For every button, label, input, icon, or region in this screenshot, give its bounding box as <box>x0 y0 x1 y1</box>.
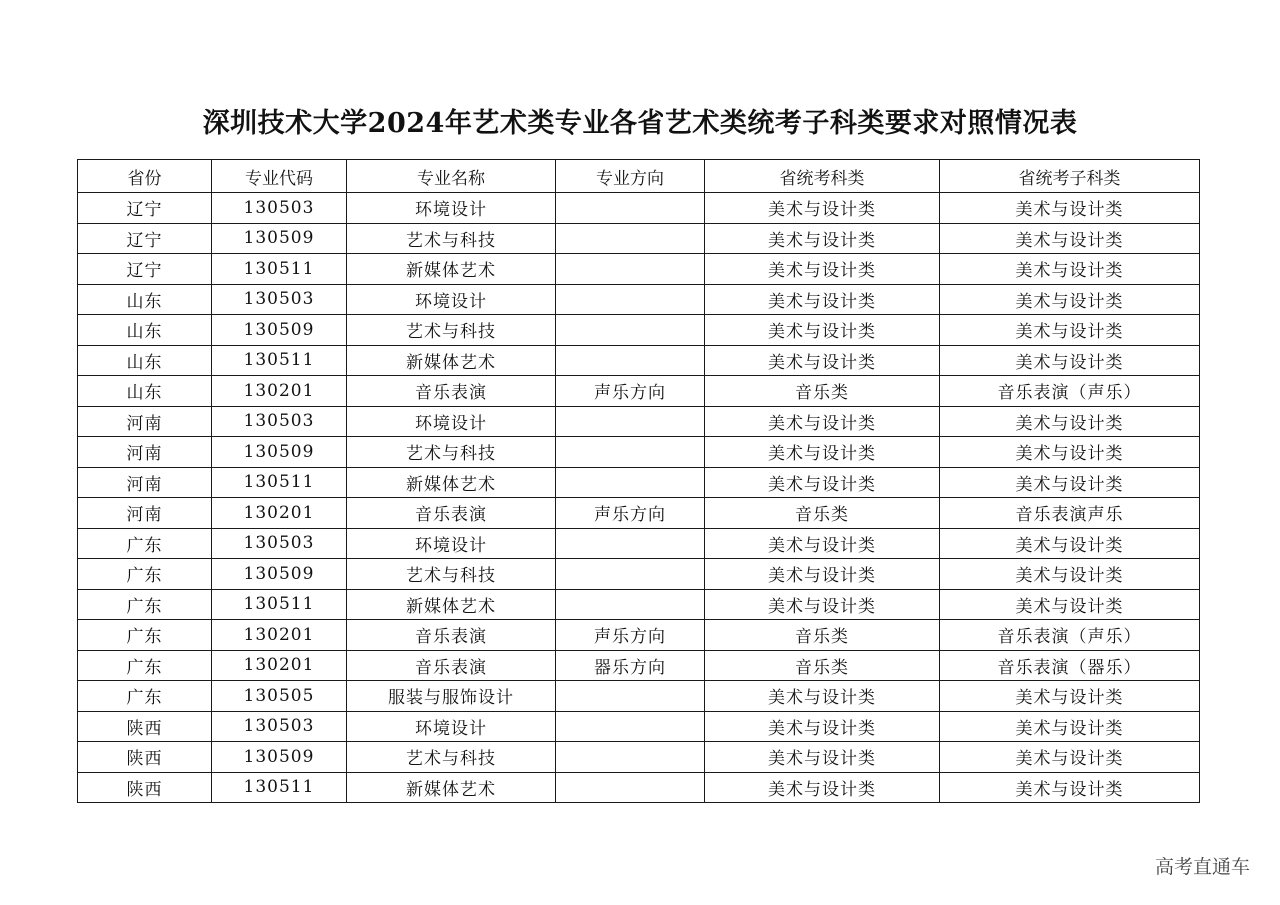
cell-major-code: 130503 <box>212 711 347 742</box>
cell-major-direction <box>556 589 705 620</box>
cell-province: 河南 <box>78 406 212 437</box>
cell-exam-subcategory: 美术与设计类 <box>940 589 1200 620</box>
cell-major-code: 130201 <box>212 376 347 407</box>
cell-exam-subcategory: 美术与设计类 <box>940 772 1200 803</box>
cell-exam-subcategory: 美术与设计类 <box>940 681 1200 712</box>
cell-major-direction <box>556 528 705 559</box>
cell-major-code: 130509 <box>212 437 347 468</box>
table-row <box>78 376 1200 407</box>
table-row <box>78 589 1200 620</box>
cell-province: 山东 <box>78 315 212 346</box>
cell-province: 辽宁 <box>78 254 212 285</box>
cell-major-direction <box>556 223 705 254</box>
table-row <box>78 498 1200 529</box>
cell-major-direction <box>556 315 705 346</box>
cell-major-code: 130511 <box>212 345 347 376</box>
cell-major-name: 艺术与科技 <box>347 315 556 346</box>
cell-major-code: 130503 <box>212 284 347 315</box>
table-row <box>78 284 1200 315</box>
cell-exam-subcategory: 美术与设计类 <box>940 711 1200 742</box>
cell-province: 广东 <box>78 681 212 712</box>
table-row <box>78 620 1200 651</box>
cell-exam-subcategory: 音乐表演声乐 <box>940 498 1200 529</box>
table-row <box>78 681 1200 712</box>
cell-province: 广东 <box>78 620 212 651</box>
cell-province: 陕西 <box>78 742 212 773</box>
cell-major-direction <box>556 559 705 590</box>
cell-province: 山东 <box>78 284 212 315</box>
table-header-row <box>78 160 1200 193</box>
cell-exam-category: 美术与设计类 <box>705 559 940 590</box>
cell-major-code: 130503 <box>212 406 347 437</box>
cell-major-name: 音乐表演 <box>347 498 556 529</box>
watermark-text: 高考直通车 <box>1154 856 1250 878</box>
cell-exam-category: 美术与设计类 <box>705 254 940 285</box>
cell-major-name: 服装与服饰设计 <box>347 681 556 712</box>
cell-exam-category: 美术与设计类 <box>705 315 940 346</box>
cell-major-code: 130201 <box>212 498 347 529</box>
cell-province: 广东 <box>78 528 212 559</box>
cell-major-name: 环境设计 <box>347 528 556 559</box>
cell-exam-category: 音乐类 <box>705 620 940 651</box>
cell-exam-subcategory: 音乐表演（器乐） <box>940 650 1200 681</box>
table-row <box>78 467 1200 498</box>
table-row <box>78 223 1200 254</box>
cell-major-name: 新媒体艺术 <box>347 254 556 285</box>
cell-major-code: 130511 <box>212 772 347 803</box>
cell-major-name: 音乐表演 <box>347 376 556 407</box>
header-major-name: 专业名称 <box>347 160 556 193</box>
cell-major-direction <box>556 681 705 712</box>
cell-exam-subcategory: 音乐表演（声乐） <box>940 620 1200 651</box>
cell-major-direction: 声乐方向 <box>556 620 705 651</box>
table-row <box>78 559 1200 590</box>
cell-exam-subcategory: 美术与设计类 <box>940 193 1200 224</box>
cell-major-name: 新媒体艺术 <box>347 467 556 498</box>
cell-major-name: 环境设计 <box>347 711 556 742</box>
cell-exam-category: 美术与设计类 <box>705 193 940 224</box>
cell-major-name: 新媒体艺术 <box>347 589 556 620</box>
cell-exam-category: 美术与设计类 <box>705 345 940 376</box>
cell-exam-subcategory: 美术与设计类 <box>940 284 1200 315</box>
header-exam-subcategory: 省统考子科类 <box>940 160 1200 193</box>
cell-exam-subcategory: 美术与设计类 <box>940 559 1200 590</box>
table-row <box>78 254 1200 285</box>
cell-province: 陕西 <box>78 772 212 803</box>
cell-major-direction: 声乐方向 <box>556 376 705 407</box>
cell-exam-subcategory: 美术与设计类 <box>940 742 1200 773</box>
cell-province: 广东 <box>78 559 212 590</box>
cell-major-code: 130509 <box>212 742 347 773</box>
table-row <box>78 742 1200 773</box>
cell-major-direction <box>556 711 705 742</box>
cell-major-direction: 声乐方向 <box>556 498 705 529</box>
cell-exam-subcategory: 音乐表演（声乐） <box>940 376 1200 407</box>
cell-exam-subcategory: 美术与设计类 <box>940 223 1200 254</box>
table-row <box>78 650 1200 681</box>
header-province: 省份 <box>78 160 212 193</box>
cell-exam-subcategory: 美术与设计类 <box>940 406 1200 437</box>
cell-major-direction: 器乐方向 <box>556 650 705 681</box>
cell-major-direction <box>556 345 705 376</box>
cell-major-code: 130511 <box>212 467 347 498</box>
cell-major-direction <box>556 742 705 773</box>
cell-exam-category: 美术与设计类 <box>705 742 940 773</box>
cell-exam-category: 美术与设计类 <box>705 284 940 315</box>
cell-major-code: 130509 <box>212 223 347 254</box>
cell-major-name: 艺术与科技 <box>347 223 556 254</box>
cell-exam-category: 美术与设计类 <box>705 528 940 559</box>
cell-major-name: 环境设计 <box>347 406 556 437</box>
cell-exam-category: 美术与设计类 <box>705 467 940 498</box>
cell-province: 山东 <box>78 376 212 407</box>
cell-province: 广东 <box>78 589 212 620</box>
cell-exam-category: 音乐类 <box>705 498 940 529</box>
cell-major-direction <box>556 193 705 224</box>
cell-major-code: 130509 <box>212 315 347 346</box>
cell-province: 河南 <box>78 498 212 529</box>
cell-major-direction <box>556 437 705 468</box>
table-row <box>78 193 1200 224</box>
cell-major-name: 环境设计 <box>347 284 556 315</box>
cell-major-direction <box>556 406 705 437</box>
cell-major-direction <box>556 467 705 498</box>
cell-major-name: 音乐表演 <box>347 650 556 681</box>
comparison-table <box>77 159 1200 803</box>
page-title: 深圳技术大学2024年艺术类专业各省艺术类统考子科类要求对照情况表 <box>202 108 1078 139</box>
cell-exam-category: 美术与设计类 <box>705 711 940 742</box>
cell-exam-category: 音乐类 <box>705 650 940 681</box>
cell-major-code: 130511 <box>212 589 347 620</box>
table-row <box>78 528 1200 559</box>
cell-exam-category: 美术与设计类 <box>705 437 940 468</box>
cell-exam-subcategory: 美术与设计类 <box>940 345 1200 376</box>
cell-exam-subcategory: 美术与设计类 <box>940 254 1200 285</box>
cell-exam-subcategory: 美术与设计类 <box>940 528 1200 559</box>
cell-exam-subcategory: 美术与设计类 <box>940 437 1200 468</box>
cell-province: 河南 <box>78 437 212 468</box>
cell-major-direction <box>556 254 705 285</box>
cell-major-code: 130503 <box>212 528 347 559</box>
cell-major-direction <box>556 772 705 803</box>
cell-province: 广东 <box>78 650 212 681</box>
table-row <box>78 711 1200 742</box>
cell-major-direction <box>556 284 705 315</box>
cell-exam-subcategory: 美术与设计类 <box>940 467 1200 498</box>
table-row <box>78 406 1200 437</box>
table-row <box>78 772 1200 803</box>
cell-exam-category: 美术与设计类 <box>705 406 940 437</box>
cell-exam-category: 美术与设计类 <box>705 589 940 620</box>
cell-province: 辽宁 <box>78 193 212 224</box>
cell-exam-category: 音乐类 <box>705 376 940 407</box>
cell-province: 山东 <box>78 345 212 376</box>
cell-major-name: 艺术与科技 <box>347 437 556 468</box>
table-row <box>78 345 1200 376</box>
cell-major-code: 130511 <box>212 254 347 285</box>
cell-province: 陕西 <box>78 711 212 742</box>
cell-exam-subcategory: 美术与设计类 <box>940 315 1200 346</box>
cell-province: 河南 <box>78 467 212 498</box>
table-row <box>78 315 1200 346</box>
cell-exam-category: 美术与设计类 <box>705 223 940 254</box>
header-exam-category: 省统考科类 <box>705 160 940 193</box>
header-major-direction: 专业方向 <box>556 160 705 193</box>
table-body <box>78 193 1200 803</box>
table-row <box>78 437 1200 468</box>
cell-major-name: 音乐表演 <box>347 620 556 651</box>
header-major-code: 专业代码 <box>212 160 347 193</box>
cell-major-name: 新媒体艺术 <box>347 345 556 376</box>
cell-major-code: 130503 <box>212 193 347 224</box>
cell-province: 辽宁 <box>78 223 212 254</box>
cell-major-code: 130201 <box>212 620 347 651</box>
cell-major-code: 130201 <box>212 650 347 681</box>
cell-major-name: 新媒体艺术 <box>347 772 556 803</box>
cell-major-code: 130505 <box>212 681 347 712</box>
cell-exam-category: 美术与设计类 <box>705 681 940 712</box>
cell-major-name: 艺术与科技 <box>347 559 556 590</box>
cell-major-name: 环境设计 <box>347 193 556 224</box>
cell-major-code: 130509 <box>212 559 347 590</box>
cell-major-name: 艺术与科技 <box>347 742 556 773</box>
cell-exam-category: 美术与设计类 <box>705 772 940 803</box>
